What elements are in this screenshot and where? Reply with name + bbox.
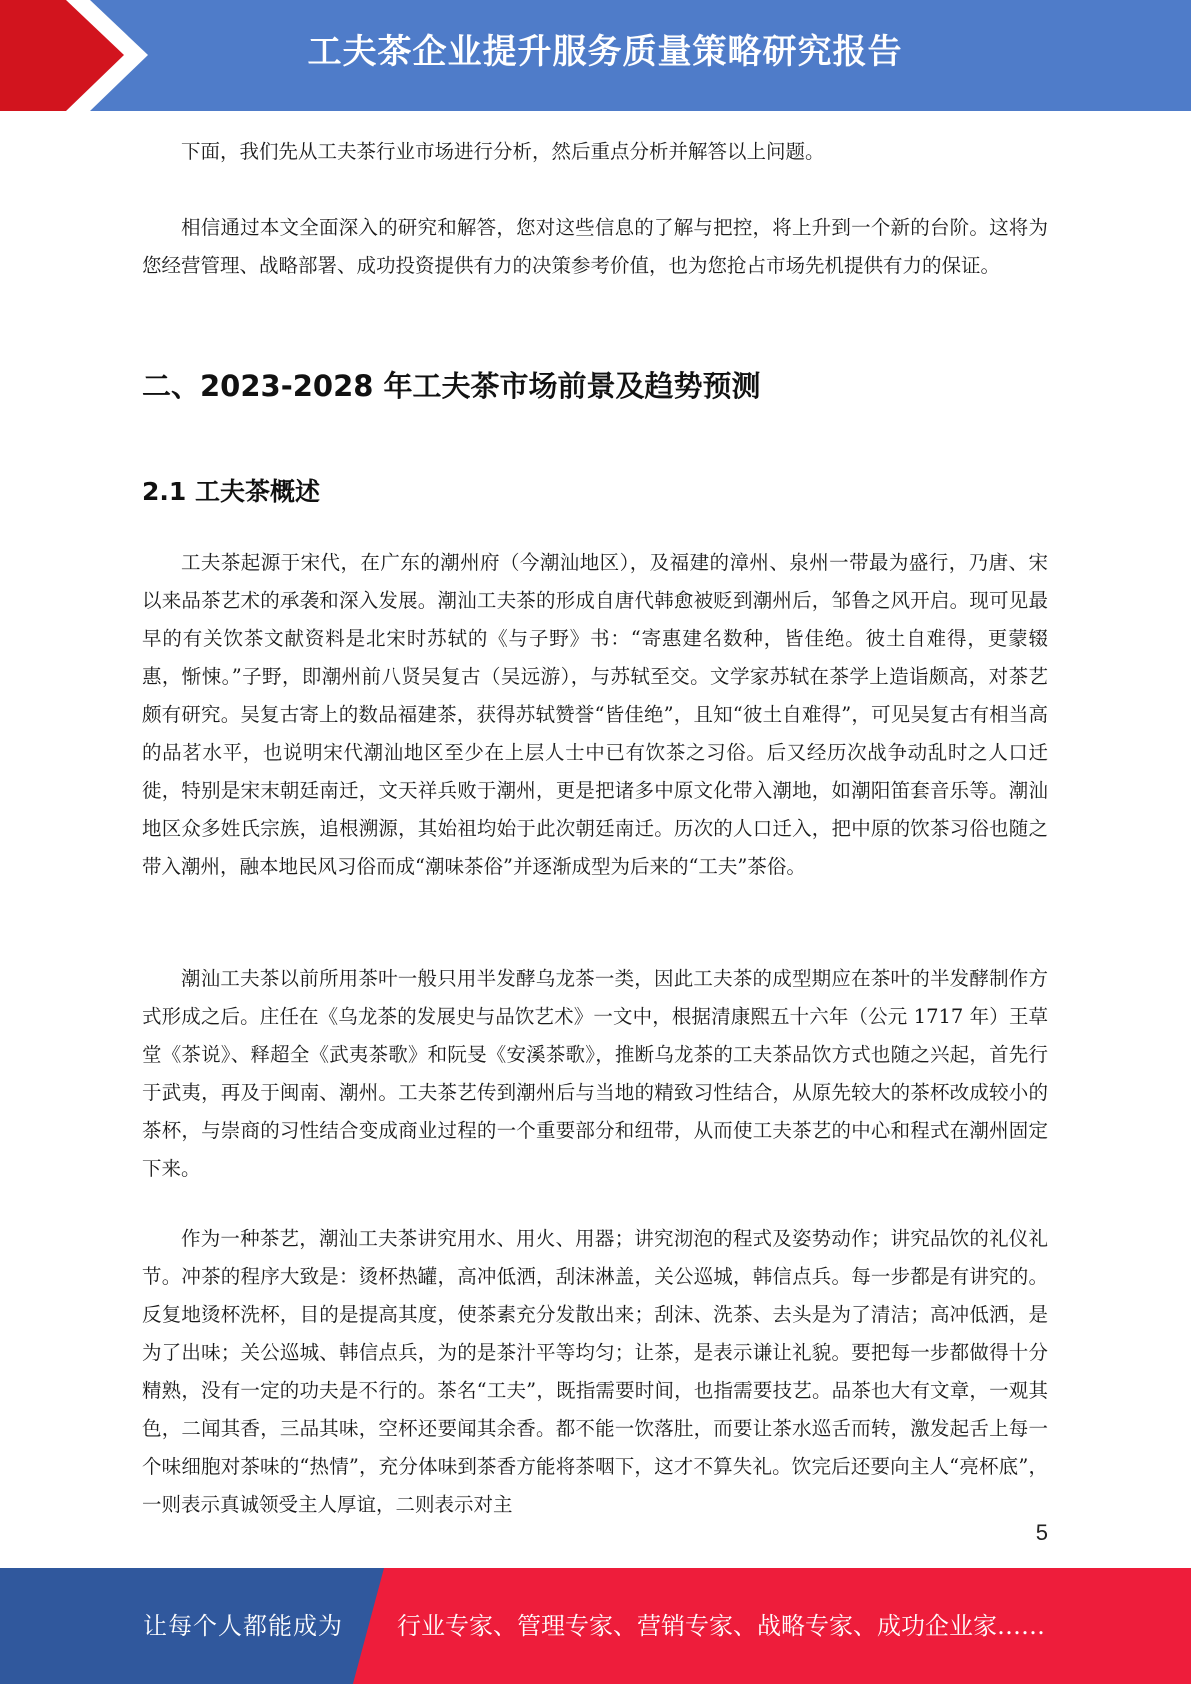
page-header xyxy=(0,0,1191,111)
footer-slogan-right: 行业专家、管理专家、营销专家、战略专家、成功企业家…… xyxy=(397,1612,1045,1640)
page-footer xyxy=(0,1568,1191,1684)
page-number: 5 xyxy=(1035,1520,1048,1545)
body-paragraph-3 xyxy=(142,1220,1048,1524)
footer-slogan-left: 让每个人都能成为 xyxy=(143,1612,343,1640)
body-paragraph-2 xyxy=(142,960,1048,1188)
body-paragraph-1 xyxy=(142,544,1048,886)
paragraph: 工夫茶起源于宋代，在广东的潮州府（今潮汕地区），及福建的漳州、泉州一带最为盛行，乃唐、宋以来品茶艺术的承袭和深入发展。潮汕工夫茶的形成自唐代韩愈被贬到潮州后，邹鲁之风开启。现可见最早的有关饮茶文献资料是北宋时苏轼的《与子野》书：“寄惠建名数种，皆佳绝。彼土自难得，更蒙辍惠，惭悚。”子野，即潮州前八贤吴复古（吴远游），与苏轼至交。文学家苏轼在茶学上造诣颇高，对茶艺颇有研究。吴复古寄上的数品福建茶，获得苏轼赞誉“皆佳绝”，且知“彼土自难得”，可见吴复古有相当高的品茗水平，也说明宋代潮汕地区至少在上层人士中已有饮茶之习俗。后又经历次战争动乱时之人口迁徙，特别是宋末朝廷南迁，文天祥兵败于潮州，更是把诸多中原文化带入潮地，如潮阳笛套音乐等。潮汕地区众多姓氏宗族，追根溯源，其始祖均始于此次朝廷南迁。历次的人口迁入，把中原的饮茶习俗也随之带入潮州，融本地民风习俗而成“潮味茶俗”并逐渐成型为后来的“工夫”茶俗。 xyxy=(142,551,1048,878)
subsection-heading: 2.1 工夫茶概述 xyxy=(142,477,320,506)
paragraph: 下面，我们先从工夫茶行业市场进行分析，然后重点分析并解答以上问题。 xyxy=(181,140,825,163)
report-title: 工夫茶企业提升服务质量策略研究报告 xyxy=(307,32,903,72)
paragraph: 作为一种茶艺，潮汕工夫茶讲究用水、用火、用器；讲究沏泡的程式及姿势动作；讲究品饮的礼仪礼节。冲茶的程序大致是：烫杯热罐，高冲低洒，刮沫淋盖，关公巡城，韩信点兵。每一步都是有讲究的。反复地烫杯洗杯，目的是提高其度，使茶素充分发散出来；刮沫、洗茶、去头是为了清洁；高冲低洒，是为了出味；关公巡城、韩信点兵，为的是茶汁平等均匀；让茶，是表示谦让礼貌。要把每一步都做得十分精熟，没有一定的功夫是不行的。茶名“工夫”，既指需要时间，也指需要技艺。品茶也大有文章，一观其色，二闻其香，三品其味，空杯还要闻其余香。都不能一饮落肚，而要让茶水巡舌而转，激发起舌上每一个味细胞对茶味的“热情”，充分体味到茶香方能将茶咽下，这才不算失礼。饮完后还要向主人“亮杯底”，一则表示真诚领受主人厚谊，二则表示对主 xyxy=(142,1227,1048,1516)
intro-paragraph-1 xyxy=(142,133,1048,171)
paragraph: 潮汕工夫茶以前所用茶叶一般只用半发酵乌龙茶一类，因此工夫茶的成型期应在茶叶的半发酵制作方式形成之后。庄任在《乌龙茶的发展史与品饮艺术》一文中，根据清康熙五十六年（公元 1717 年）王草堂《茶说》、释超全《武夷茶歌》和阮旻《安溪茶歌》，推断乌龙茶的工夫茶品饮方式也随之兴起，首先行于武夷，再及于闽南、潮州。工夫茶艺传到潮州后与当地的精致习性结合，从原先较大的茶杯改成较小的茶杯，与崇商的习性结合变成商业过程的一个重要部分和纽带，从而使工夫茶艺的中心和程式在潮州固定下来。 xyxy=(142,967,1048,1180)
section-heading: 二、2023-2028 年工夫茶市场前景及趋势预测 xyxy=(142,369,761,403)
intro-paragraph-2 xyxy=(142,209,1048,285)
paragraph: 相信通过本文全面深入的研究和解答，您对这些信息的了解与把控，将上升到一个新的台阶。这将为您经营管理、战略部署、成功投资提供有力的决策参考价值，也为您抢占市场先机提供有力的保证。 xyxy=(142,216,1048,277)
